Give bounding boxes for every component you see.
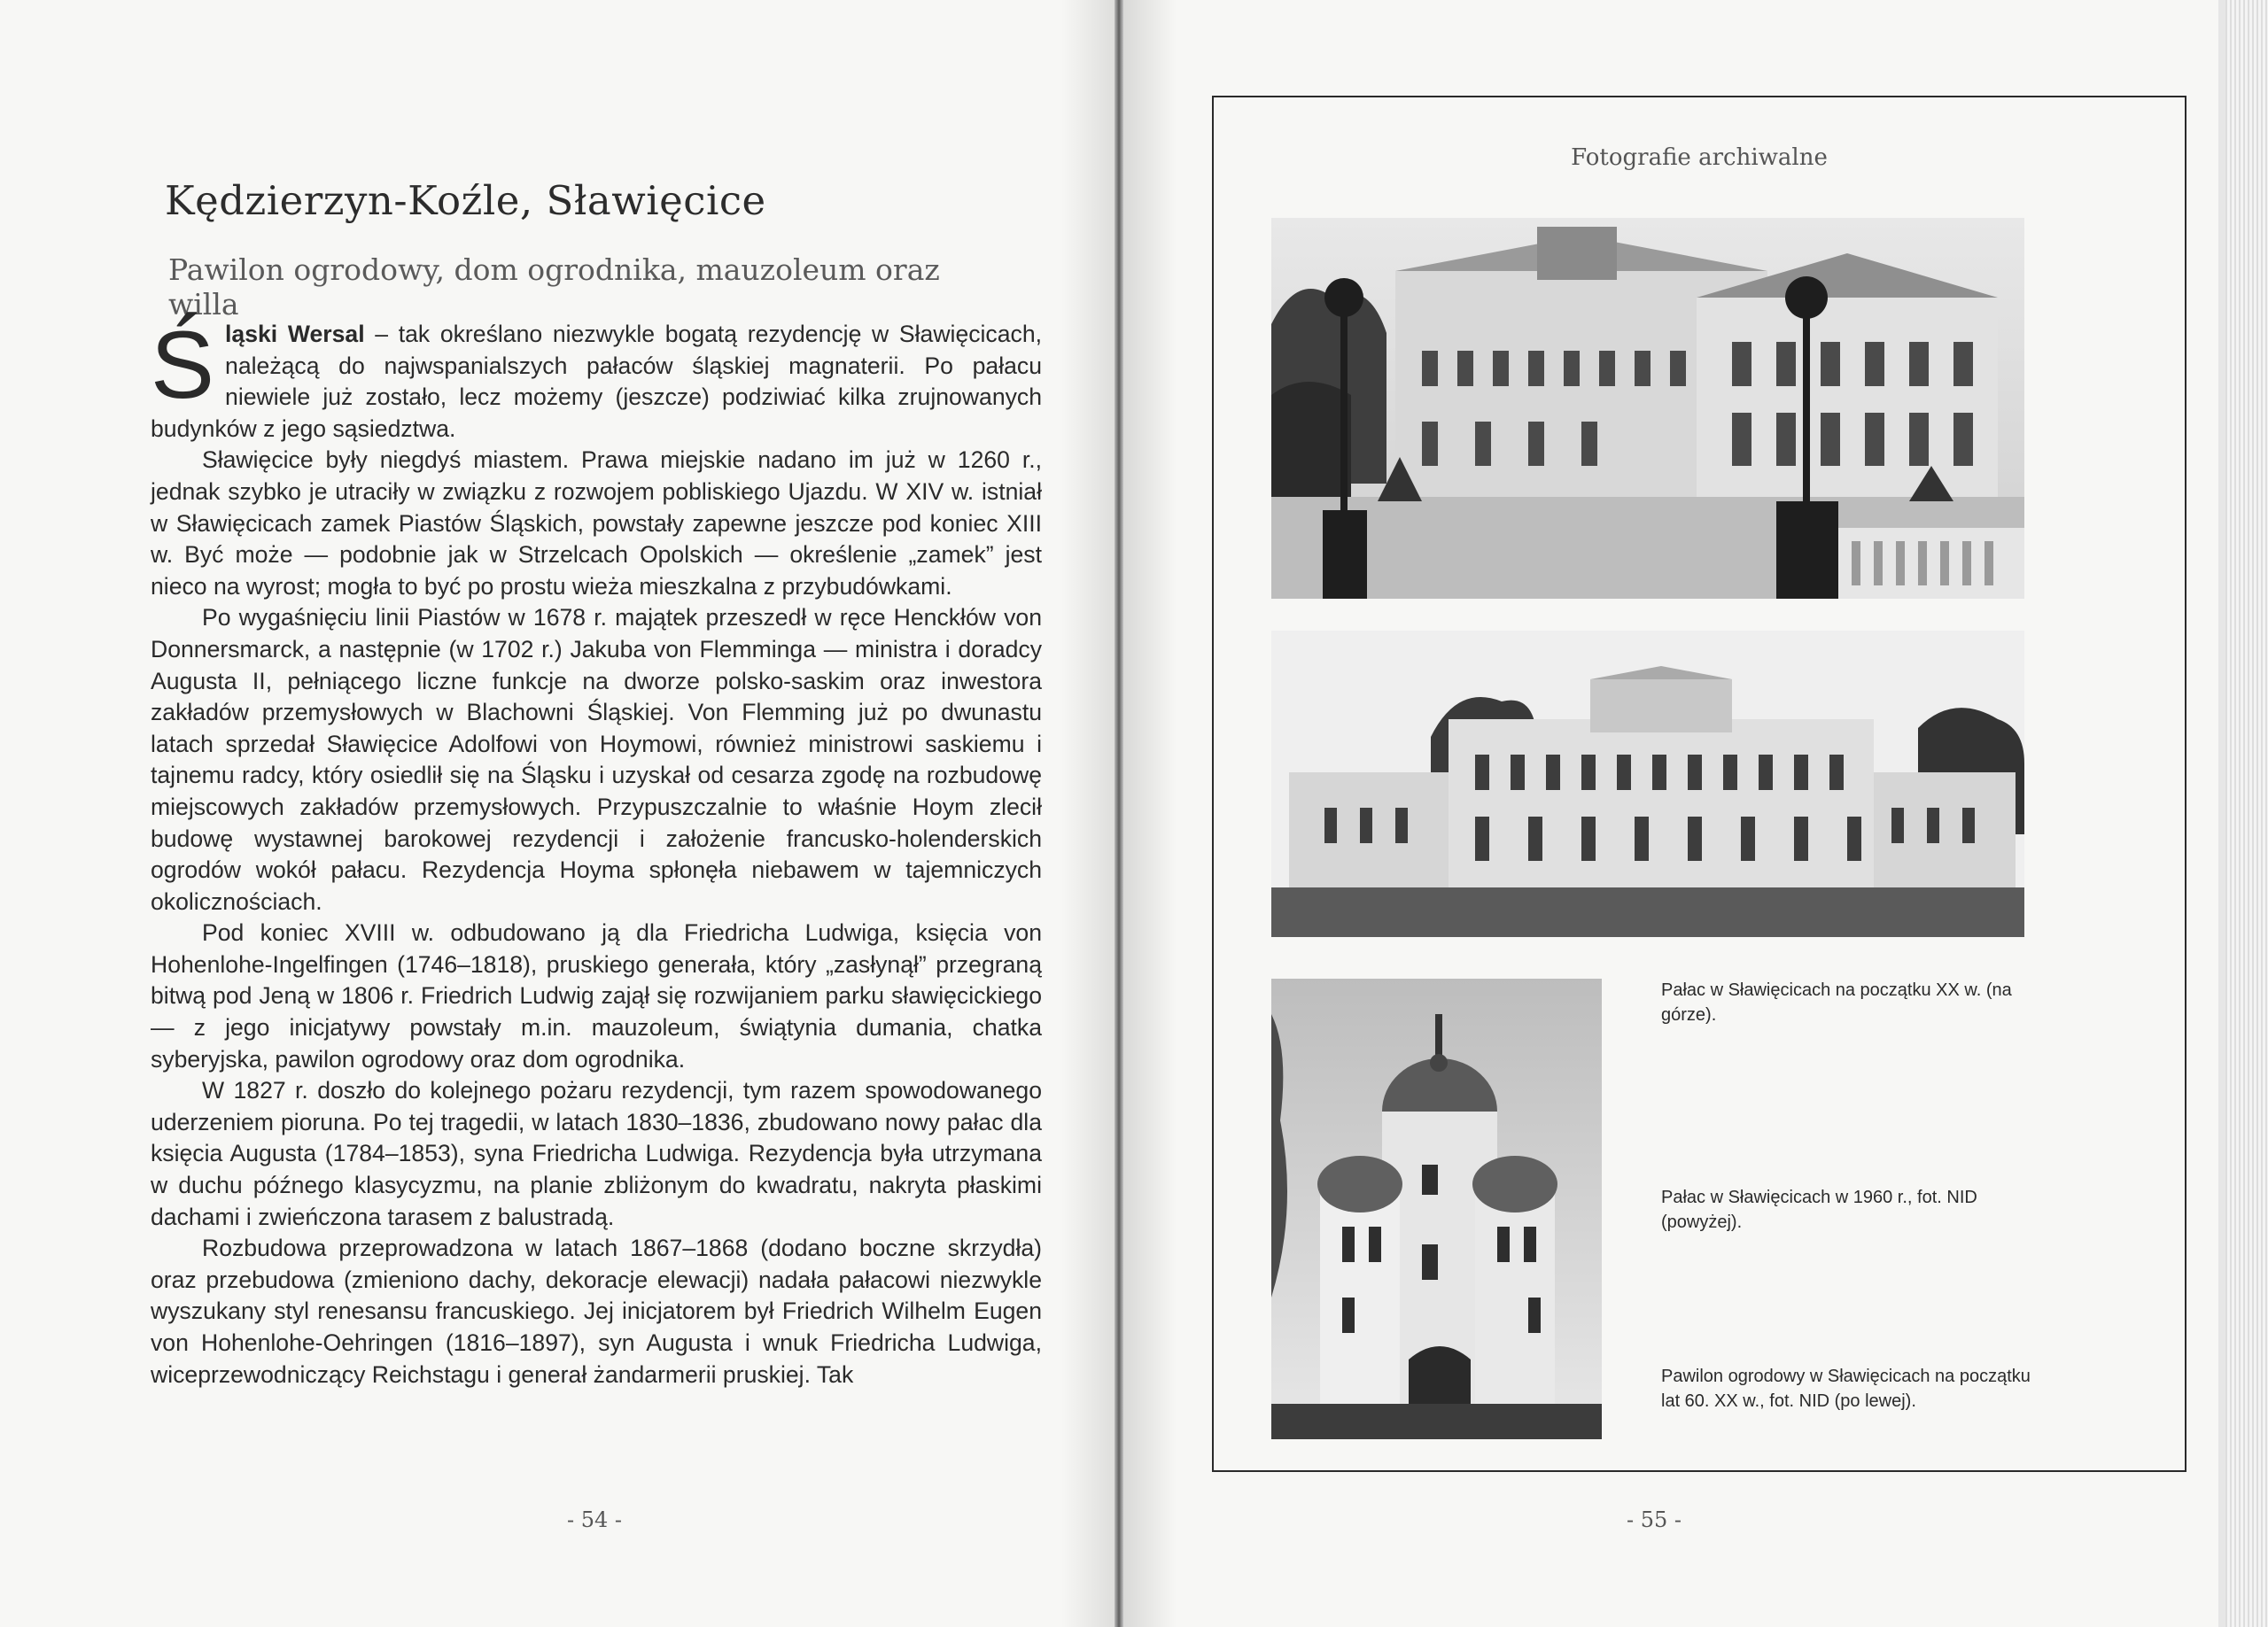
- body-text: [151, 311, 1042, 1391]
- garden-pavilion-photo: [1271, 979, 1602, 1439]
- palace-photo-early-20th-century: [1271, 218, 2024, 599]
- caption-photo-middle: Pałac w Sławięcicach w 1960 r., fot. NID (powyżej).: [1661, 1188, 1977, 1232]
- pavilion-illustration: [1271, 979, 1602, 1439]
- gutter-shadow: [1123, 0, 1177, 1627]
- paragraph: Rozbudowa przeprowadzona w latach 1867–1868 (dodano boczne skrzydła) oraz przebudowa (zmieniono dachy, dekoracje elewacji) nadała pałacowi niezwykle wyszukany styl renesansu francuskiego. Jej inicjatorem był Friedrich Wilhelm Eugen von Hohenlohe-Oehringen (1816–1897), syn Augusta i wnuk Friedricha Ludwiga, wiceprzewodniczący Reichstagu i generał żandarmerii pruskiej. Tak: [151, 1235, 1042, 1388]
- page-stack-edge: [2225, 0, 2268, 1627]
- paragraph: Sławięcice były niegdyś miastem. Prawa miejskie nadano im już w 1260 r., jednak szybko je utraciły w związku z rozwojem pobliskiego Ujazdu. W XIV w. istniał w Sławięcicach zamek Piastów Śląskich, powstały zapewne jeszcze pod koniec XIII w. Być może — podobnie jak w Strzelcach Opolskich — określenie „zamek” jest nieco na wyrost; mogła to być po prostu wieża mieszkalna z przybudówkami.: [151, 446, 1042, 600]
- drop-cap: Ś: [151, 311, 215, 418]
- palace-photo-1960: [1271, 631, 2024, 937]
- paragraph-intro-text: – tak określano niezwykle bogatą rezydencję w Sławięcicach, należącą do najwspanialszych pałaców śląskiej magnaterii. Po pałacu niewiele już zostało, lecz możemy (jeszcze) podziwiać kilka zrujnowanych budynków z jego sąsiedztwa.: [151, 321, 1042, 442]
- gutter-shadow: [1061, 0, 1115, 1627]
- chapter-title: Kędzierzyn-Koźle, Sławięcice: [165, 177, 766, 224]
- caption-photo-top: Pałac w Sławięcicach na początku XX w. (na górze).: [1661, 980, 2012, 1025]
- palace-illustration: [1271, 218, 2024, 599]
- chapter-subtitle: Pawilon ogrodowy, dom ogrodnika, mauzoleum oraz willa: [168, 252, 940, 322]
- ruined-palace-illustration: [1271, 631, 2024, 937]
- paragraph: W 1827 r. doszło do kolejnego pożaru rezydencji, tym razem spowodowanego uderzeniem pioruna. Po tej tragedii, w latach 1830–1836, zbudowano nowy pałac dla księcia Augusta (1784–1853), syna Friedricha Ludwiga. Rezydencja była utrzymana w duchu późnego klasycyzmu, na planie zbliżonym do kwadratu, nakryta płaskimi dachami i zwieńczona tarasem z balustradą.: [151, 1077, 1042, 1230]
- paragraph: Po wygaśnięciu linii Piastów w 1678 r. majątek przeszedł w ręce Henckłów von Donnersmarck, a następnie (w 1702 r.) Jakuba von Flemminga — ministra i doradcy Augusta II, pełniącego liczne funkcje na dworze polsko-saskim oraz inwestora zakładów przemysłowych w Blachowni Śląskiej. Von Flemming już po dwunastu latach sprzedał Sławięcice Adolfowi von Hoymowi, również ministrowi saskiemu i tajnemu radcy, który osiedlił się na Śląsku i uzyskał od cesarza zgodę na rozbudowę miejscowych zakładów przemysłowych. Przypuszczalnie to właśnie Hoym zlecił budowę wystawnej barokowej rezydencji i założenie francusko-holenderskich ogrodów wokół pałacu. Rezydencja Hoyma spłonęła niebawem w tajemniczych okolicznościach.: [151, 604, 1042, 915]
- book-spine: [1115, 0, 1123, 1627]
- page-number-left: - 54 -: [567, 1507, 623, 1532]
- paragraph: Pod koniec XVIII w. odbudowano ją dla Friedricha Ludwiga, księcia von Hohenlohe-Ingelfingen (1746–1818), pruskiego generała, który „zasłynął” przegraną bitwą pod Jeną w 1806 r. Friedrich Ludwig zajął się rozwijaniem parku sławięcickiego — z jego inicjatywy powstały m.in. mauzoleum, świątynia dumania, chatka syberyjska, pawilon ogrodowy oraz dom ogrodnika.: [151, 919, 1042, 1073]
- lead-bold-text: ląski Wersal: [225, 321, 365, 347]
- page-edge: [2218, 0, 2225, 1627]
- page-number-right: - 55 -: [1627, 1507, 1682, 1532]
- caption-photo-pavilion: Pawilon ogrodowy w Sławięcicach na początku lat 60. XX w., fot. NID (po lewej).: [1661, 1367, 2031, 1411]
- paragraph-intro: [151, 311, 1042, 445]
- section-title: Fotografie archiwalne: [1571, 144, 1828, 171]
